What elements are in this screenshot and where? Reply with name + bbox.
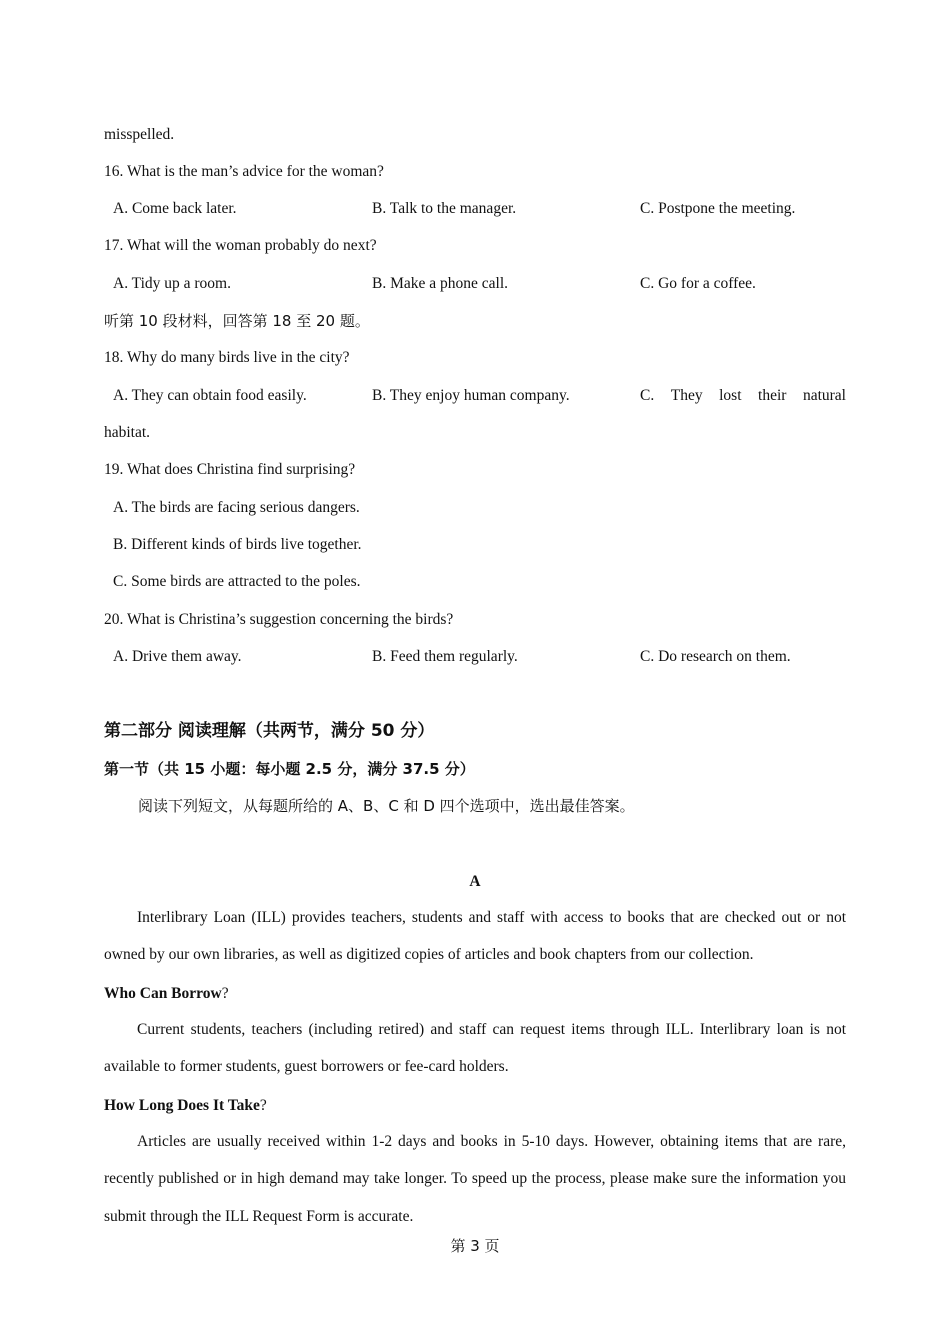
q20-option-a: A. Drive them away. — [113, 648, 242, 665]
page-number: 第 3 页 — [450, 1237, 500, 1255]
question-17: 17. What will the woman probably do next? — [104, 237, 377, 254]
question-20: 20. What is Christina’s suggestion concerning the birds? — [104, 611, 454, 628]
q19-option-c: C. Some birds are attracted to the poles. — [113, 573, 361, 590]
heading-mark: ? — [259, 1097, 267, 1114]
q20-option-c: C. Do research on them. — [640, 648, 791, 665]
para-who-can-borrow: Current students, teachers (including retired) and staff can request items through ILL. Interlibrary loan is not available to former students, guest borrowers or fee-card holders. — [104, 1021, 846, 1076]
para-how-long: Articles are usually received within 1-2 days and books in 5-10 days. However, obtaining items that are rare, recently published or in high demand may take longer. To speed up the process, please make sure the information you submit through the ILL Request Form is accurate. — [104, 1133, 846, 1225]
q16-option-a: A. Come back later. — [113, 200, 237, 217]
question-16: 16. What is the man’s advice for the woman? — [104, 163, 384, 180]
q18-option-c-word: C. — [640, 387, 655, 404]
q18-option-c-word: their — [758, 387, 787, 404]
q18-option-a: A. They can obtain food easily. — [113, 387, 307, 404]
section-10-instruction: 听第 10 段材料，回答第 18 至 20 题。 — [104, 312, 370, 330]
q18-option-b: B. They enjoy human company. — [372, 387, 570, 404]
part2-title: 第二部分 阅读理解（共两节，满分 50 分） — [104, 721, 435, 741]
q18-option-c-word: lost — [719, 387, 742, 404]
q18-option-c-continuation: habitat. — [104, 424, 151, 441]
heading-who-can-borrow — [104, 984, 229, 1004]
q20-option-b: B. Feed them regularly. — [372, 648, 518, 665]
heading-text: How Long Does It Take — [104, 1097, 260, 1114]
q18-option-c — [640, 386, 846, 406]
q17-option-b: B. Make a phone call. — [372, 275, 509, 292]
passage-intro: Interlibrary Loan (ILL) provides teachers, students and staff with access to books that are checked out or not owned by our own libraries, as well as digitized copies of articles and book chapters from our collection. — [104, 909, 846, 964]
heading-mark: ? — [221, 985, 229, 1002]
q19-option-a: A. The birds are facing serious dangers. — [113, 499, 360, 516]
q17-option-a: A. Tidy up a room. — [113, 275, 231, 292]
q19-option-b: B. Different kinds of birds live together. — [113, 536, 362, 553]
heading-text: Who Can Borrow — [104, 985, 222, 1002]
reading-instruction: 阅读下列短文，从每题所给的 A、B、C 和 D 四个选项中，选出最佳答案。 — [138, 797, 635, 815]
q17-option-c: C. Go for a coffee. — [640, 275, 756, 292]
passage-label: A — [469, 873, 481, 890]
question-19: 19. What does Christina find surprising? — [104, 461, 356, 478]
question-18: 18. Why do many birds live in the city? — [104, 349, 350, 366]
q18-option-c-word: natural — [802, 387, 846, 404]
q18-option-c-word: They — [670, 387, 703, 404]
continuation-text: misspelled. — [104, 126, 175, 143]
heading-how-long — [104, 1096, 267, 1116]
section1-title: 第一节（共 15 小题：每小题 2.5 分，满分 37.5 分） — [104, 760, 475, 778]
q16-option-b: B. Talk to the manager. — [372, 200, 517, 217]
q16-option-c: C. Postpone the meeting. — [640, 200, 796, 217]
